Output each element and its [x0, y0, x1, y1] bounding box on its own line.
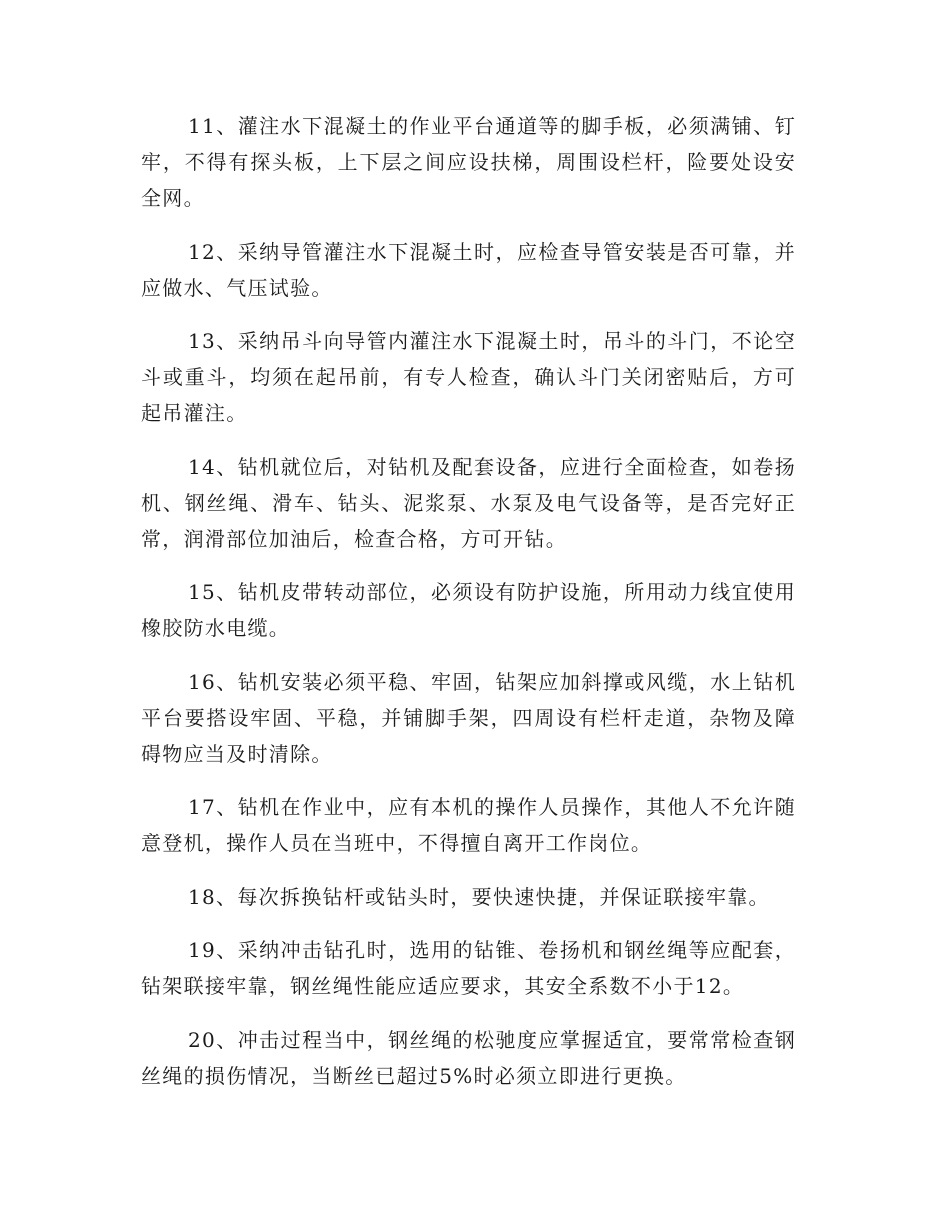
document-body	[141, 108, 796, 1111]
paragraph-17: 17、钻机在作业中，应有本机的操作人员操作，其他人不允许随意登机，操作人员在当班中，不得擅自离开工作岗位。	[141, 795, 796, 855]
paragraph-11: 11、灌注水下混凝土的作业平台通道等的脚手板，必须满铺、钉牢，不得有探头板，上下层之间应设扶梯，周围设栏杆，险要处设安全网。	[141, 114, 796, 210]
paragraph-14: 14、钻机就位后，对钻机及配套设备，应进行全面检查，如卷扬机、钢丝绳、滑车、钻头、泥浆泵、水泵及电气设备等，是否完好正常，润滑部位加油后，检查合格，方可开钻。	[141, 454, 796, 551]
paragraph-15: 15、钻机皮带转动部位，必须设有防护设施，所用动力线宜使用橡胶防水电缆。	[141, 580, 796, 640]
paragraph-18: 18、每次拆换钻杆或钻头时，要快速快捷，并保证联接牢靠。	[188, 884, 770, 909]
paragraph-13: 13、采纳吊斗向导管内灌注水下混凝土时，吊斗的斗门，不论空斗或重斗，均须在起吊前，有专人检查，确认斗门关闭密贴后，方可起吊灌注。	[141, 329, 796, 425]
paragraph-16: 16、钻机安装必须平稳、牢固，钻架应加斜撑或风缆，水上钻机平台要搭设牢固、平稳，并铺脚手架，四周设有栏杆走道，杂物及障碍物应当及时清除。	[141, 669, 796, 766]
paragraph-12: 12、采纳导管灌注水下混凝土时，应检查导管安装是否可靠，并应做水、气压试验。	[141, 239, 796, 300]
paragraph-19: 19、采纳冲击钻孔时，选用的钻锥、卷扬机和钢丝绳等应配套，钻架联接牢靠，钢丝绳性能应适应要求，其安全系数不小于12。	[141, 938, 796, 998]
paragraph-20: 20、冲击过程当中，钢丝绳的松驰度应掌握适宜，要常常检查钢丝绳的损伤情况，当断丝已超过5%时必须立即进行更换。	[141, 1027, 796, 1088]
